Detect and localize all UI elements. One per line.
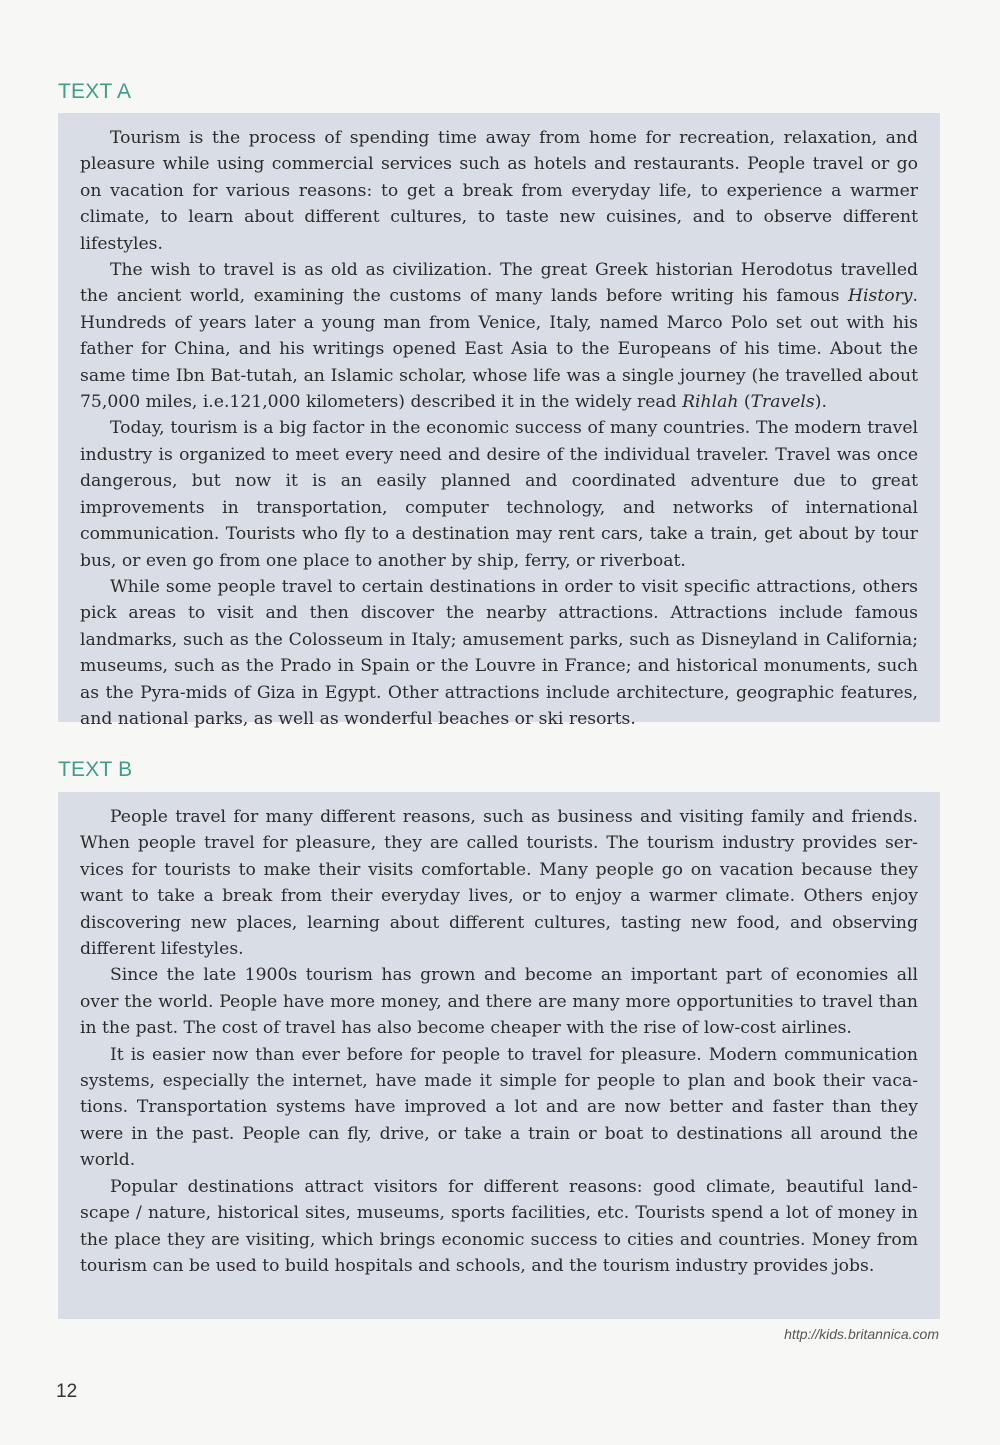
text-a-paragraph: Today, tourism is a big factor in the economic success of many countries. The modern travel industry is organized to meet every need and desire of the individual traveler. Travel was once dangerous, but now it is an easily planned and coordinated adventure due to great improvements in transportation, computer technology, and networks of international communication. Tourists who fly to a destination may rent cars, take a train, get about by tour bus, or even go from one place to another by ship, ferry, or riverboat. — [80, 418, 918, 571]
text-a-box — [58, 113, 940, 729]
text-b-paragraph: Popular destinations attract visitors for different reasons: good climate, beautiful land-scape / nature, historical sites, museums, sports facilities, etc. Tourists spend a lot of money in the place they are visiting, which brings economic success to cities and countries. Money from tourism can be used to build hospitals and schools, and the tourism industry provides jobs. — [80, 1176, 918, 1276]
text-b-heading: TEXT B — [58, 758, 133, 781]
source-attribution: http://kids.britannica.com — [784, 1326, 939, 1342]
text-a-paragraph: Tourism is the process of spending time away from home for recreation, relaxation, and pleasure while using commercial services such as hotels and restaurants. People travel or go on vacation for various reasons: to get a break from everyday life, to experience a warmer climate, to learn about different cultures, to taste new cuisines, and to observe different lifestyles. — [80, 128, 918, 254]
text-b-paragraph: Since the late 1900s tourism has grown and become an important part of economies all over the world. People have more money, and there are many more opportunities to travel than in the past. The cost of travel has also become cheaper with the rise of low-cost airlines. — [80, 965, 918, 1039]
text-a-heading: TEXT A — [58, 80, 132, 103]
page-number: 12 — [56, 1381, 78, 1402]
text-a-paragraph: While some people travel to certain destinations in order to visit specific attractions, others pick areas to visit and then discover the nearby attractions. Attractions include famous landmarks, such as the Colosseum in Italy; amusement parks, such as Disneyland in California; museums, such as the Prado in Spain or the Louvre in France; and historical monuments, such as the Pyra-mids of Giza in Egypt. Other attractions include architecture, geographic features, and national parks, as well as wonderful beaches or ski resorts. — [80, 576, 918, 729]
text-b-paragraph: People travel for many different reasons, such as business and visiting family and friends. When people travel for pleasure, they are called tourists. The tourism industry provides ser-vices for tourists to make their visits comfortable. Many people go on vacation because they want to take a break from their everyday lives, or to enjoy a warmer climate. Others enjoy discovering new places, learning about different cultures, tasting new food, and observing different lifestyles. — [80, 807, 918, 960]
text-a-paragraph: The wish to travel is as old as civilization. The great Greek historian Herodotus travelled the ancient world, examining the customs of many lands before writing his famous History. Hundreds of years later a young man from Venice, Italy, named Marco Polo set out with his father for China, and his writings opened East Asia to the Europeans of his time. About the same time Ibn Bat-tutah, an Islamic scholar, whose life was a single journey (he travelled about 75,000 miles, i.e.121,000 kilometers) described it in the widely read Rihlah (Travels). — [80, 260, 918, 413]
italic-title: History — [848, 286, 913, 307]
italic-title: Travels — [750, 392, 815, 413]
text-b-paragraph: It is easier now than ever before for people to travel for pleasure. Modern communication systems, especially the internet, have made it simple for people to plan and book their vaca-tions. Transportation systems have improved a lot and are now better and faster than they were in the past. People can fly, drive, or take a train or boat to destinations all around the world. — [80, 1044, 918, 1171]
text-b-box — [58, 792, 940, 1319]
italic-title: Rihlah — [682, 392, 739, 413]
